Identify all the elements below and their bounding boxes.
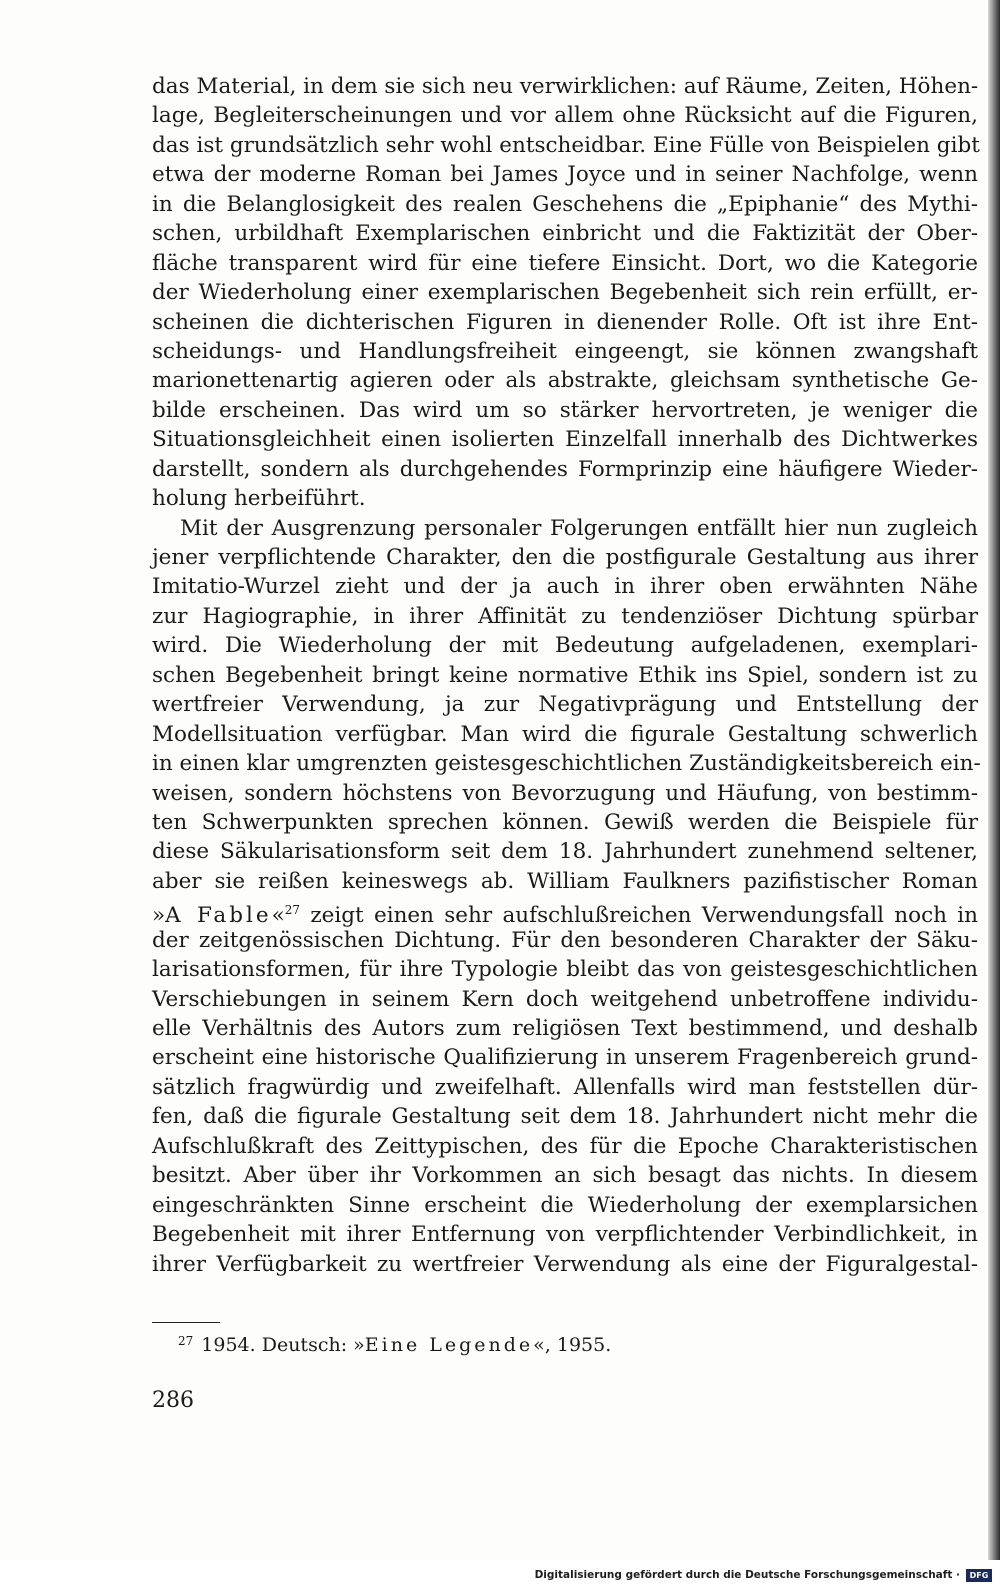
text-line: aber sie reißen keineswegs ab. William Faulkners pazifistischer Roman [152,868,978,894]
text-line: jener verpflichtende Charakter, den die postfigurale Gestaltung aus ihrer [152,545,978,570]
page-edge-shadow [988,0,1000,1560]
text-line-fable [152,896,978,929]
text-line: weisen, sondern höchstens von Bevorzugung und Häufung, von bestimm- [152,780,978,806]
footnote-tail: «, 1955. [533,1334,612,1356]
footnote-lead: 1954. Deutsch: » [201,1334,365,1356]
dfg-logo-icon: DFG [966,1569,992,1582]
text-line: ten Schwerpunkten sprechen können. Gewiß werden die Beispiele für [152,809,978,835]
text-line: marionettenartig agieren oder als abstrakte, gleichsam synthetische Ge- [152,368,978,394]
text-line: in die Belanglosigkeit des realen Geschehens die „Epiphanie“ des Mythi- [152,191,978,217]
credit-bar [0,1560,1000,1590]
text-line: scheidungs- und Handlungsfreiheit eingeengt, sie können zwangshaft [152,338,978,364]
text-line: holung herbeiführt. [152,486,366,512]
text-line: der Wiederholung einer exemplarischen Begebenheit sich rein erfüllt, er- [152,280,978,306]
text-line: Modellsituation verfügbar. Man wird die figurale Gestaltung schwerlich [152,721,978,747]
text-line: wird. Die Wiederholung der mit Bedeutung aufgeladenen, exemplari- [152,633,978,659]
text-line: der zeitgenössischen Dichtung. Für den besonderen Charakter der Säku- [152,927,978,953]
text-line: erscheint eine historische Qualifizierung in unserem Fragenbereich grund- [152,1045,978,1071]
text-line: schen, urbildhaft Exemplarischen einbricht und die Faktizität der Ober- [152,221,978,247]
open-quote: » [152,903,166,929]
footnote [178,1334,611,1356]
text-line: das ist grundsätzlich sehr wohl entscheidbar. Eine Fülle von Beispielen gibt [152,132,980,158]
body-text [152,72,981,1279]
text-line: fläche transparent wird für eine tiefere Einsicht. Dort, wo die Kategorie [152,250,978,276]
text-line: eingeschränkten Sinne erscheint die Wiederholung der exemplarsichen [152,1192,978,1218]
text-line: Aufschlußkraft des Zeittypischen, des für die Epoche Charakteristischen [152,1133,978,1159]
fable-title: A Fable [165,903,272,929]
text-line: Verschiebungen in seinem Kern doch weitgehend unbetroffene individu- [152,986,978,1012]
paragraph-start-line: Mit der Ausgrenzung personaler Folgerungen entfällt hier nun zugleich [180,515,978,541]
text-line: das Material, in dem sie sich neu verwirklichen: auf Räume, Zeiten, Höhen- [152,74,979,99]
text-line: schen Begebenheit bringt keine normative Ethik ins Spiel, sondern ist zu [152,662,978,688]
text-line: zur Hagiographie, in ihrer Affinität zu tendenziöser Dichtung spürbar [152,603,978,629]
text-line: scheinen die dichterischen Figuren in dienender Rolle. Oft ist ihre Ent- [152,309,978,335]
text-line: etwa der moderne Roman bei James Joyce und in seiner Nachfolge, wenn [152,162,978,188]
text-line: Begebenheit mit ihrer Entfernung von verpflichtender Verbindlichkeit, in [152,1222,978,1248]
text-line: sätzlich fragwürdig und zweifelhaft. Allenfalls wird man feststellen dür- [152,1074,978,1100]
credit-text: Digitalisierung gefördert durch die Deutsche Forschungsgemeinschaft · [534,1569,960,1581]
footnote-reference: 27 [284,903,301,918]
text-line: wertfreier Verwendung, ja zur Negativprägung und Entstellung der [152,692,978,718]
text-line: lage, Begleiterscheinungen und vor allem ohne Rücksicht auf die Figuren, [152,103,978,129]
page-number: 286 [152,1388,194,1413]
footnote-rule [152,1322,220,1323]
text-line: ihrer Verfügbarkeit zu wertfreier Verwendung als eine der Figuralgestal- [152,1251,978,1277]
text-line: elle Verhältnis des Autors zum religiösen Text bestimmend, und deshalb [152,1016,978,1041]
footnote-title: Eine Legende [364,1334,534,1356]
text-line: besitzt. Aber über ihr Vorkommen an sich besagt das nichts. In diesem [152,1163,978,1189]
text-line: fen, daß die figurale Gestaltung seit dem 18. Jahrhundert nicht mehr die [152,1104,978,1130]
text-line: larisationsformen, für ihre Typologie bleibt das von geistesgeschichtlichen [152,957,978,983]
text-line: Imitatio-Wurzel zieht und der ja auch in ihrer oben erwähnten Nähe [152,574,978,600]
footnote-number: 27 [178,1334,194,1348]
text-line: Situationsgleichheit einen isolierten Einzelfall innerhalb des Dichtwerkes [152,427,978,453]
text-line: bilde erscheinen. Das wird um so stärker hervortreten, je weniger die [152,397,978,423]
text-line: darstellt, sondern als durchgehendes Formprinzip eine häufigere Wieder- [152,456,978,482]
close-quote: « [271,903,285,929]
text-line: in einen klar umgrenzten geistesgeschichtlichen Zuständigkeitsbereich ein- [152,751,981,777]
text-line: diese Säkularisationsform seit dem 18. Jahrhundert zunehmend seltener, [152,839,978,865]
fable-line-rest: zeigt einen sehr aufschlußreichen Verwendungsfall noch in [300,903,978,929]
